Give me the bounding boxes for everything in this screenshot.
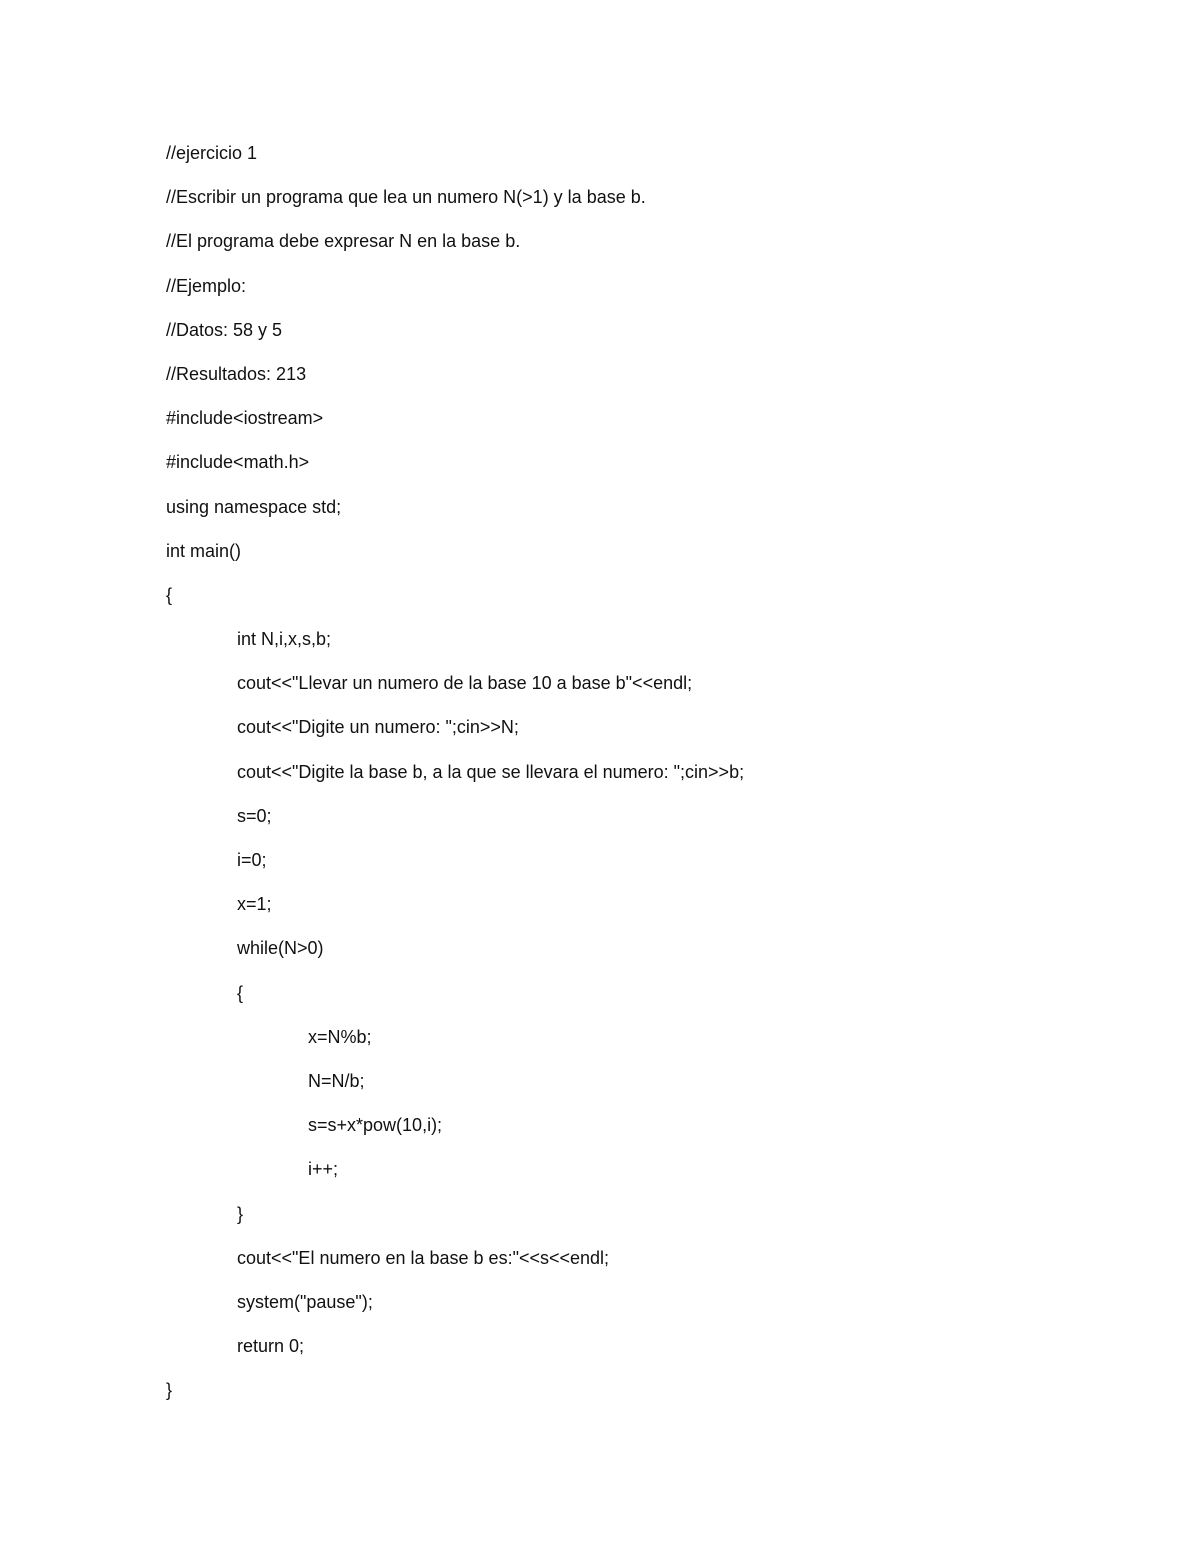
document-body [166,138,1066,1419]
code-line: i=0; [237,850,267,870]
code-line: } [166,1380,173,1401]
code-line: cout<<"Digite la base b, a la que se llevara el numero: ";cin>>b; [237,761,745,782]
code-line: { [166,584,173,605]
code-line: s=s+x*pow(10,i); [308,1115,443,1136]
comment-line: //Ejemplo: [166,275,247,296]
code-line: N=N/b; [308,1070,365,1091]
comment-line: //Resultados: 213 [166,363,307,384]
include-line: #include<math.h> [166,452,310,473]
code-line: } [237,1203,244,1224]
code-line: x=N%b; [308,1026,372,1047]
comment-line: //ejercicio 1 [166,143,258,163]
include-line: #include<iostream> [166,408,324,429]
code-line: cout<<"El numero en la base b es:"<<s<<endl; [237,1247,610,1268]
comment-line: //Datos: 58 y 5 [166,319,283,340]
code-line: cout<<"Llevar un numero de la base 10 a base b"<<endl; [237,673,693,694]
code-line: s=0; [237,805,272,826]
comment-line: //El programa debe expresar N en la base b. [166,231,521,252]
code-line: int N,i,x,s,b; [237,629,332,650]
code-line: using namespace std; [166,496,342,517]
code-line: while(N>0) [237,938,324,959]
code-line: int main() [166,540,242,561]
code-line: { [237,982,244,1003]
code-line: cout<<"Digite un numero: ";cin>>N; [237,717,519,738]
code-line: system("pause"); [237,1291,373,1312]
comment-line: //Escribir un programa que lea un numero N(>1) y la base b. [166,187,646,208]
code-line: i++; [308,1159,339,1180]
code-line: x=1; [237,894,272,915]
code-line: return 0; [237,1336,305,1357]
